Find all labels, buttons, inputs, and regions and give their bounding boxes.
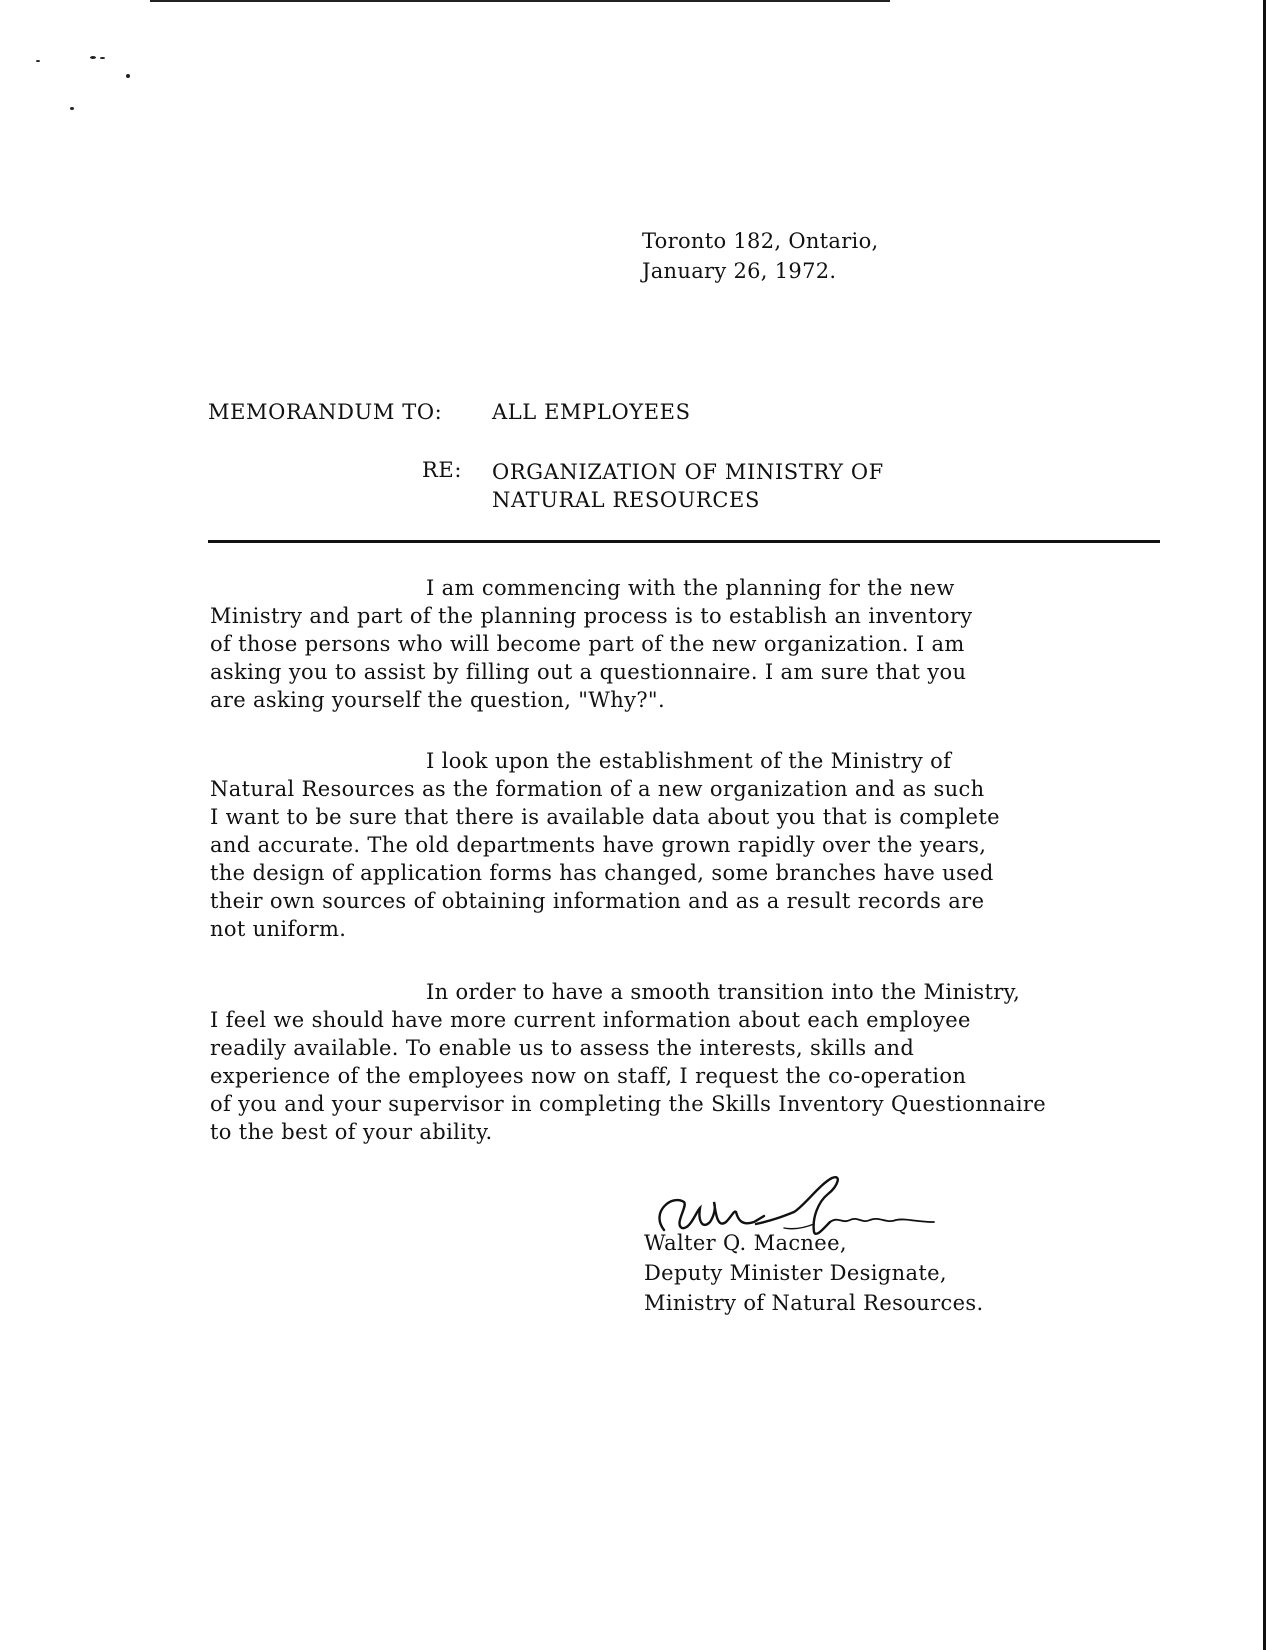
scan-speck [70,107,74,110]
paragraph-line: Natural Resources as the formation of a new organization and as such [210,777,985,801]
paragraph-line: In order to have a smooth transition into the Ministry, [426,980,1021,1004]
letter-place: Toronto 182, Ontario, [642,229,879,253]
scan-speck [126,74,130,78]
scan-speck [36,60,40,62]
scan-speck [90,56,96,59]
scan-border-right [1263,0,1266,1650]
body-paragraph-2 [210,747,1170,943]
body-paragraph-3 [210,978,1170,1146]
signer-name: Walter Q. Macnee, [644,1231,847,1255]
memo-re-label: RE: [422,458,463,482]
scan-border-top [150,0,890,2]
paragraph-line: I look upon the establishment of the Ministry of [426,749,952,773]
paragraph-line: I feel we should have more current information about each employee [210,1008,971,1032]
signer-title: Deputy Minister Designate, [644,1261,947,1285]
signature-block [644,1228,984,1318]
paragraph-line: Ministry and part of the planning process is to establish an inventory [210,604,973,628]
place-date-block [642,226,879,286]
paragraph-line: asking you to assist by filling out a questionnaire. I am sure that you [210,660,967,684]
memo-re-line-1: ORGANIZATION OF MINISTRY OF [492,460,884,484]
scan-speck [100,57,105,59]
paragraph-line: their own sources of obtaining information and as a result records are [210,889,985,913]
body-paragraph-1 [210,574,1170,714]
paragraph-line: of those persons who will become part of the new organization. I am [210,632,965,656]
memo-to-label: MEMORANDUM TO: [208,400,443,424]
paragraph-line: are asking yourself the question, "Why?". [210,688,665,712]
paragraph-line: to the best of your ability. [210,1120,493,1144]
paragraph-line: of you and your supervisor in completing the Skills Inventory Questionnaire [210,1092,1047,1116]
paragraph-line: I am commencing with the planning for the new [426,576,955,600]
memo-re-value [492,458,884,514]
signer-organization: Ministry of Natural Resources. [644,1291,984,1315]
header-divider [208,540,1160,543]
memo-re-line-2: NATURAL RESOURCES [492,488,760,512]
letter-date: January 26, 1972. [642,259,837,283]
paragraph-line: readily available. To enable us to assess the interests, skills and [210,1036,915,1060]
paragraph-line: not uniform. [210,917,347,941]
paragraph-line: experience of the employees now on staff, I request the co-operation [210,1064,967,1088]
memo-to-value: ALL EMPLOYEES [492,400,691,424]
paragraph-line: I want to be sure that there is available data about you that is complete [210,805,1000,829]
paragraph-line: the design of application forms has changed, some branches have used [210,861,994,885]
paragraph-line: and accurate. The old departments have grown rapidly over the years, [210,833,987,857]
